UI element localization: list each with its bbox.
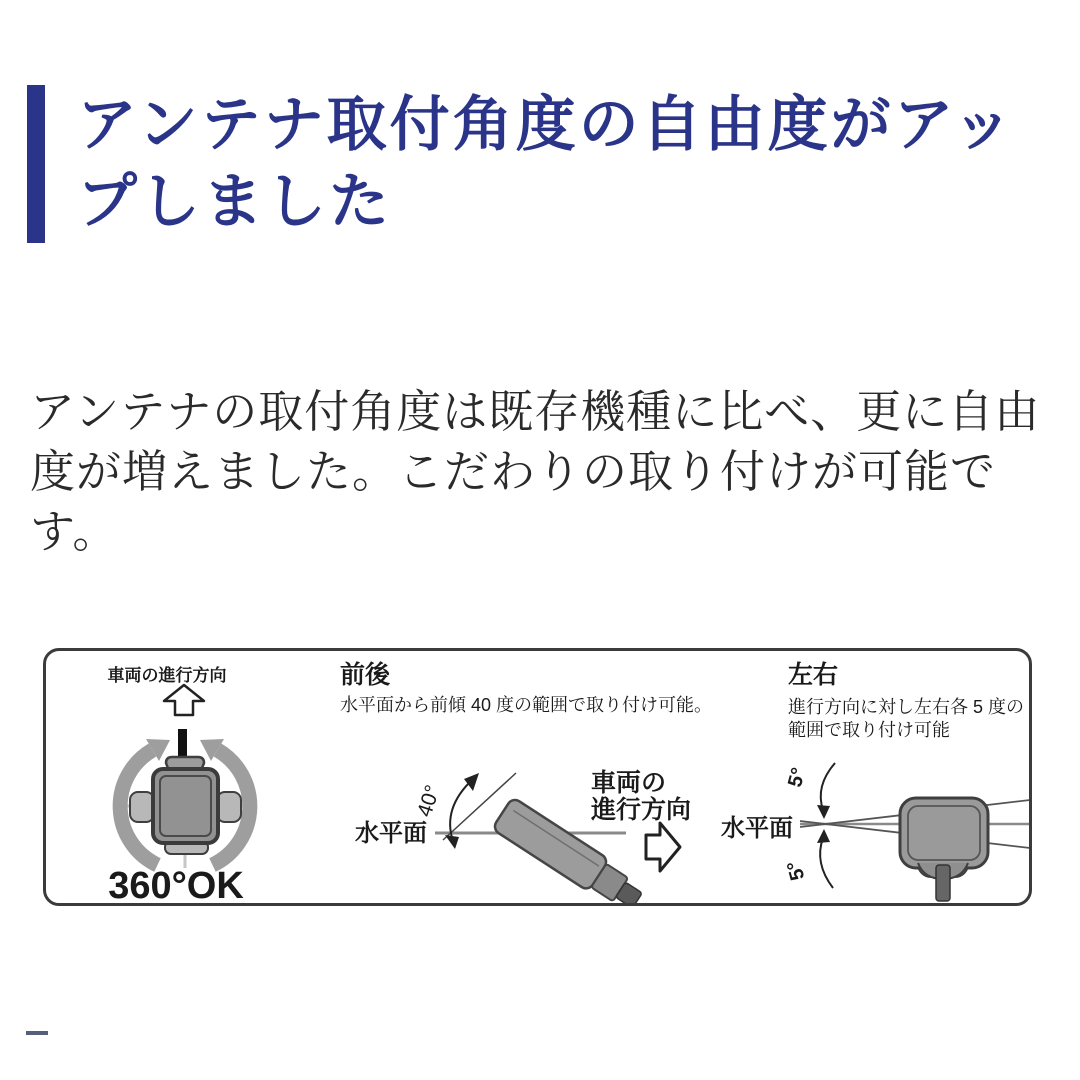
- antenna-puck-body: [900, 798, 988, 868]
- angle-label-40: 40°: [412, 782, 445, 820]
- front-back-panel: [340, 660, 712, 903]
- horizontal-plane-label-mid: 水平面: [355, 820, 427, 847]
- rotation-panel: [108, 665, 258, 903]
- page-title-line2: プしました: [77, 168, 392, 235]
- angle-arc-5-top-arrowhead: [817, 805, 830, 819]
- angle-arc-5-top: [821, 763, 835, 810]
- mounting-angle-diagram: [43, 648, 1032, 906]
- left-right-panel: [721, 661, 1029, 901]
- antenna-cable-top: [178, 729, 187, 759]
- left-right-description-line2: 範囲で取り付け可能: [788, 720, 950, 740]
- angle-arc-5-bottom-arrowhead: [817, 829, 830, 843]
- front-back-description: 水平面から前傾 40 度の範囲で取り付け可能。: [340, 695, 713, 715]
- heading-accent-bar: [27, 85, 45, 243]
- body-line3: す。: [30, 506, 119, 557]
- antenna-body-topview: [153, 769, 218, 843]
- body-line1: アンテナの取付角度は既存機種に比べ、更に自由: [30, 386, 1041, 437]
- diagram-canvas: [46, 651, 1029, 903]
- front-back-title: 前後: [340, 661, 391, 689]
- antenna-cable-bottom: [936, 865, 950, 901]
- vehicle-direction-label: 車両の進行方向: [107, 666, 227, 685]
- angle-arc-5-bottom: [820, 838, 833, 888]
- body-line2: 度が増えました。こだわりの取り付けが可能で: [30, 446, 997, 497]
- page-footer-dash: [26, 1031, 48, 1035]
- angle-arc-40-arrowhead-bottom: [445, 835, 459, 849]
- vehicle-direction-mid-line2: 進行方向: [591, 796, 692, 824]
- up-arrow-icon: [164, 685, 204, 715]
- antenna-side-tab-right: [217, 792, 241, 822]
- rotation-range-label: 360°OK: [108, 865, 244, 903]
- page-title-line1: アンテナ取付角度の自由度がアッ: [77, 91, 1016, 158]
- right-arrow-icon: [646, 823, 680, 871]
- left-right-description-line1: 進行方向に対し左右各 5 度の: [788, 697, 1025, 717]
- vehicle-direction-mid-line1: 車両の: [591, 769, 667, 797]
- body-paragraph: [30, 382, 1060, 562]
- horizontal-plane-label-right: 水平面: [721, 815, 793, 842]
- angle-label-5-bottom: 5°: [783, 858, 810, 883]
- angle-arc-40-arrowhead-top: [464, 773, 479, 791]
- page-title: [77, 86, 1057, 240]
- antenna-side-tab-left: [130, 792, 154, 822]
- left-right-title: 左右: [788, 661, 839, 689]
- angle-label-5-top: 5°: [784, 765, 811, 790]
